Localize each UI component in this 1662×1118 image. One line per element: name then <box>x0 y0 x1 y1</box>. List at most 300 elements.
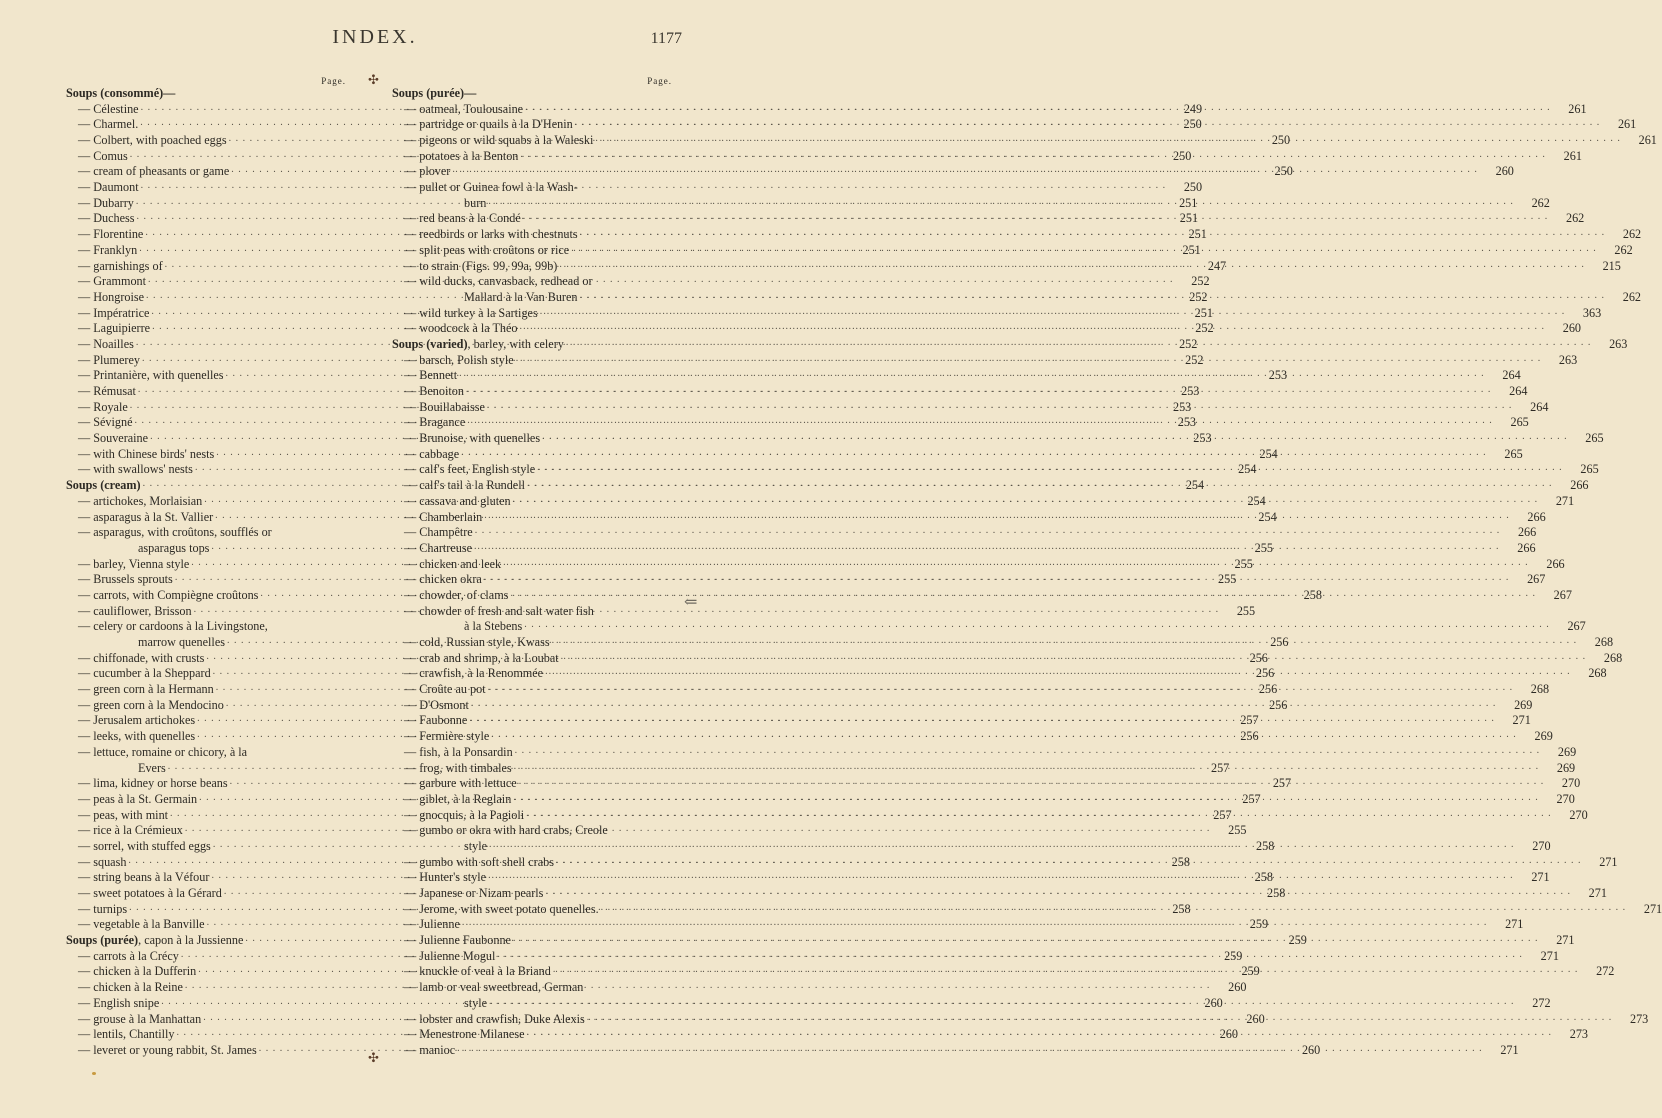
entry-text: — fish, à la Ponsardin <box>404 744 513 759</box>
entry-text: — Dubarry <box>78 195 134 210</box>
page-ref: 259 <box>1249 917 1269 932</box>
page-ref: 262 <box>1622 289 1641 304</box>
page-ref: 256 <box>1240 729 1259 744</box>
entry-text: — Colbert, with poached eggs <box>78 133 227 148</box>
leader-dots <box>469 711 1495 727</box>
leader-dots <box>542 429 1568 445</box>
page-ref: 250 <box>1183 117 1202 132</box>
entry-text: — Jerusalem artichokes <box>78 713 196 728</box>
leader-dots <box>519 774 1545 790</box>
page-ref: 253 <box>1172 399 1192 414</box>
page-ref: 257 <box>1240 713 1259 728</box>
page-ref: 252 <box>1179 336 1198 351</box>
leader-dots <box>575 115 1601 131</box>
entry-text: — green corn à la Hermann <box>78 682 214 697</box>
page-ref: 267 <box>1527 572 1546 587</box>
entry-text: — lentils, Chantilly <box>78 1027 175 1042</box>
page-ref: 268 <box>1530 682 1550 697</box>
page-ref: 249 <box>1183 101 1203 116</box>
page-ref: 256 <box>1255 666 1275 681</box>
page-ref: 258 <box>1267 886 1286 901</box>
entry-text: — Royale <box>78 399 128 414</box>
entry-text: — carrots, with Compiègne croûtons <box>78 587 259 602</box>
entry-text: — potatoes à la Benton <box>404 148 519 163</box>
page-ref: 271 <box>1531 870 1550 885</box>
page-ref: 250 <box>1271 133 1291 148</box>
entry-text: — English snipe <box>78 995 160 1010</box>
leader-dots <box>488 194 1514 210</box>
entry-text: — chicken and leek <box>404 556 502 571</box>
entry-heading: Soups (purée) <box>66 933 139 948</box>
entry-text: — Charmel. <box>78 117 139 132</box>
page-ref: 363 <box>1582 305 1602 320</box>
entry-text: — sorrel, with stuffed eggs <box>78 838 211 853</box>
leader-dots <box>526 806 1552 822</box>
leader-dots <box>545 884 1571 900</box>
leader-dots <box>474 539 1500 555</box>
entry-text: — Comus <box>78 148 128 163</box>
entry-text: burn <box>464 195 487 210</box>
entry-text: — Sévigné <box>78 415 133 430</box>
leader-dots <box>571 241 1597 257</box>
entry-text: — green corn à la Mendocino <box>78 697 224 712</box>
page-ref: 270 <box>1532 838 1551 853</box>
entry-text: — chowder, of clams <box>404 587 509 602</box>
entry-text: — Noailles <box>78 336 134 351</box>
entry-text: — giblet, à la Reglain <box>404 791 512 806</box>
entry-text: — Brunoise, with quenelles <box>404 431 541 446</box>
entry-text: — pullet or Guinea fowl à la Wash- <box>404 180 578 195</box>
entry-text: — reedbirds or larks with chestnuts <box>404 227 578 242</box>
page-ref: 268 <box>1588 666 1607 681</box>
page-ref: 266 <box>1527 509 1546 524</box>
page-ref: 264 <box>1509 384 1528 399</box>
entry-text: — oatmeal, Toulousaine <box>404 101 524 116</box>
entry-text: — Champêtre <box>404 525 473 540</box>
page-ref: 254 <box>1259 446 1278 461</box>
page-ref: 271 <box>1512 713 1531 728</box>
leader-dots <box>513 931 1539 947</box>
entry-text: — D'Osmont <box>404 697 469 712</box>
entry-text: Evers <box>138 760 166 775</box>
leader-dots <box>553 962 1579 978</box>
leader-dots <box>475 523 1501 539</box>
entry-text: — vegetable à la Banville <box>78 917 205 932</box>
leader-dots <box>561 649 1587 665</box>
entry-text: — Fermière style <box>404 729 490 744</box>
page-ref: 258 <box>1303 587 1322 602</box>
page-ref: 260 <box>1219 1027 1238 1042</box>
page-ref: 258 <box>1171 854 1190 869</box>
page-column-label: Page. <box>647 76 672 86</box>
entry-text: — leeks, with quenelles <box>78 729 196 744</box>
entry-text: — cabbage <box>404 446 460 461</box>
page-ref: 259 <box>1241 964 1260 979</box>
page-ref: 266 <box>1517 540 1536 555</box>
page-ref: 260 <box>1246 1011 1265 1026</box>
leader-dots <box>491 727 1517 743</box>
leader-dots <box>552 633 1578 649</box>
leader-dots <box>545 664 1571 680</box>
page-ref: 254 <box>1185 478 1205 493</box>
page-number: 1177 <box>650 30 682 47</box>
page-ref: 254 <box>1247 493 1266 508</box>
entry-text: — to strain (Figs. 99, 99a, 99b) <box>404 258 558 273</box>
page-ref: 260 <box>1301 1042 1321 1057</box>
entry-heading-rest: , barley, with celery <box>467 336 564 351</box>
page-ref: 250 <box>1173 148 1192 163</box>
entry-text: — Souveraine <box>78 431 149 446</box>
leader-dots <box>595 131 1621 147</box>
page-ref: 270 <box>1561 776 1581 791</box>
page-ref: 262 <box>1531 195 1550 210</box>
page-ref: 257 <box>1242 791 1261 806</box>
page-column-label: Page. <box>321 76 346 86</box>
entry-text: — frog, with timbales <box>404 760 512 775</box>
leader-dots <box>488 868 1514 884</box>
page-ref: 258 <box>1254 870 1273 885</box>
page-ref: 263 <box>1609 336 1628 351</box>
entry-text: — lettuce, romaine or chicory, à la <box>78 744 248 759</box>
entry-text: — Menestrone Milanese <box>404 1027 525 1042</box>
leader-dots <box>523 209 1549 225</box>
page-ref: 268 <box>1594 635 1614 650</box>
leader-dots <box>525 100 1551 116</box>
leader-dots <box>484 570 1510 586</box>
page-ref: 273 <box>1629 1011 1649 1026</box>
entry-text: — Hongroise <box>78 289 145 304</box>
page-ref: 266 <box>1517 525 1537 540</box>
page-ref: 271 <box>1555 493 1575 508</box>
page-ref: 255 <box>1218 572 1237 587</box>
page-ref: 258 <box>1256 838 1275 853</box>
entry-text: — artichokes, Morlaisian <box>78 493 203 508</box>
entry-text: — chowder of fresh and salt water fish <box>404 603 594 618</box>
page-ref: 259 <box>1288 933 1307 948</box>
entry-text: — cold, Russian style, Kwass <box>404 635 550 650</box>
page-ref: 250 <box>1183 180 1203 195</box>
entry-text: — chiffonade, with crusts <box>78 650 205 665</box>
page-ref: 260 <box>1562 321 1581 336</box>
entry-text: — partridge or quails à la D'Henin <box>404 117 573 132</box>
page-ref: 273 <box>1569 1027 1588 1042</box>
entry-text: — Bragance <box>404 415 466 430</box>
entry-text: — Plumerey <box>78 352 140 367</box>
page-ref: 262 <box>1622 227 1642 242</box>
page-ref: 271 <box>1505 917 1524 932</box>
entry-text: — red beans à la Condé <box>404 211 521 226</box>
leader-dots <box>497 947 1523 963</box>
leader-dots <box>520 147 1546 163</box>
entry-text: — cucumber à la Sheppard <box>78 666 211 681</box>
page-ref: 262 <box>1565 211 1585 226</box>
entry-text: — grouse à la Manhattan <box>78 1011 202 1026</box>
page-ref: 255 <box>1236 603 1256 618</box>
entry-text: — Croûte au pot <box>404 682 486 697</box>
leader-dots <box>467 413 1493 429</box>
page-ref: 255 <box>1254 540 1273 555</box>
entry-text: style <box>464 838 488 853</box>
leader-dots <box>194 602 1220 618</box>
leader-dots <box>537 460 1563 476</box>
leader-dots <box>503 555 1529 571</box>
leader-dots <box>489 837 1515 853</box>
entry-text: — peas, with mint <box>78 807 169 822</box>
page-ref: 271 <box>1643 901 1662 916</box>
entry-text: — knuckle of veal à la Briand <box>404 964 551 979</box>
page-ref: 271 <box>1500 1042 1519 1057</box>
entry-text: marrow quenelles <box>138 635 225 650</box>
entry-text: — cream of pheasants or game <box>78 164 230 179</box>
entry-text: — split peas with croûtons or rice <box>404 242 570 257</box>
page-ref: 271 <box>1556 933 1575 948</box>
entry-text: — Franklyn <box>78 242 138 257</box>
entry-text: — Julienne Faubonne <box>404 933 511 948</box>
page-ref: 252 <box>1191 274 1210 289</box>
page-ref: 263 <box>1558 352 1578 367</box>
entry-text: — Chamberlain <box>404 509 483 524</box>
entry-text: — manioc <box>404 1042 456 1057</box>
entry-text: — Florentine <box>78 227 144 242</box>
leader-dots <box>471 696 1497 712</box>
page-ref: 265 <box>1580 462 1599 477</box>
page-ref: 264 <box>1530 399 1549 414</box>
page-ref: 265 <box>1585 431 1604 446</box>
entry-text: — garnishings of <box>78 258 163 273</box>
page-ref: 267 <box>1567 619 1586 634</box>
page-ref: 260 <box>1228 980 1247 995</box>
entry-text: — crab and shrimp, à la Loubat <box>404 650 559 665</box>
page-ref: 271 <box>1540 948 1559 963</box>
page-ref: 270 <box>1556 791 1575 806</box>
page-ref: 247 <box>1207 258 1227 273</box>
leader-dots <box>520 319 1546 335</box>
entry-heading-rest: , capon à la Jussienne <box>138 933 244 948</box>
page-ref: 253 <box>1177 415 1196 430</box>
entry-text: — barley, Vienna style <box>78 556 190 571</box>
page-ref: 251 <box>1179 211 1199 226</box>
entry-text: — turnips <box>78 901 128 916</box>
page-ref: 269 <box>1556 760 1576 775</box>
entry-text: — Brussels sprouts <box>78 572 173 587</box>
entry-text: — Bennett <box>404 368 458 383</box>
entry-text: — Benoiton <box>404 384 464 399</box>
page-ref: 260 <box>1495 164 1514 179</box>
page-ref: 250 <box>1274 164 1293 179</box>
entry-text: — cassava and gluten <box>404 493 511 508</box>
entry-text: — Julienne Mogul <box>404 948 496 963</box>
entry-text: — Julienne <box>404 917 460 932</box>
page-ref: 265 <box>1504 446 1523 461</box>
entry-text: — woodcock à la Théo <box>404 321 518 336</box>
entry-text: — calf's tail à la Rundell <box>404 478 525 493</box>
page-ref: 253 <box>1268 368 1288 383</box>
page-ref: 256 <box>1249 650 1268 665</box>
entry-text: — Printanière, with quenelles <box>78 368 224 383</box>
page-ref: 252 <box>1185 352 1204 367</box>
entry-text: — plover <box>404 164 451 179</box>
leader-dots <box>185 978 1211 994</box>
entry-text: — sweet potatoes à la Gérard <box>78 886 222 901</box>
leader-dots <box>559 257 1585 273</box>
entry-text: — Faubonne <box>404 713 468 728</box>
leader-dots <box>185 821 1211 837</box>
page-ref: 270 <box>1569 807 1588 822</box>
leader-dots <box>489 994 1515 1010</box>
page-ref: 271 <box>1588 886 1607 901</box>
page-ref: 272 <box>1532 995 1551 1010</box>
leader-dots <box>587 1010 1613 1026</box>
page-ref: 253 <box>1181 384 1200 399</box>
leader-dots <box>487 398 1513 414</box>
page-ref: 256 <box>1258 682 1278 697</box>
page-ref: 251 <box>1188 227 1207 242</box>
entry-text: — garbure with lettuce <box>404 776 517 791</box>
entry-text: style <box>464 995 488 1010</box>
page-ref: 253 <box>1193 431 1212 446</box>
entry-text: — Célestine <box>78 101 139 116</box>
page-ref: 251 <box>1194 305 1213 320</box>
leader-dots <box>459 366 1485 382</box>
leader-dots <box>513 790 1539 806</box>
entry-text: — Hunter's style <box>404 870 487 885</box>
page-ref: 258 <box>1172 901 1191 916</box>
page-ref: 261 <box>1638 133 1657 148</box>
entry-text: — Laguipierre <box>78 321 151 336</box>
entry-text: — wild ducks, canvasback, redhead or <box>404 274 593 289</box>
page-ref: 272 <box>1596 964 1615 979</box>
entry-text: Mallard à la Van Buren <box>464 289 578 304</box>
entry-text: — lamb or veal sweetbread, German <box>404 980 584 995</box>
pointer-arrow-icon: ⇐ <box>684 594 698 611</box>
page-ref: 261 <box>1617 117 1637 132</box>
leader-dots <box>514 759 1540 775</box>
entry-text: — calf's feet, English style <box>404 462 536 477</box>
leader-dots <box>457 1041 1483 1057</box>
entry-text: — crawfish, à la Renommée <box>404 666 544 681</box>
page-ref: 261 <box>1568 101 1587 116</box>
page-ref: 261 <box>1563 148 1582 163</box>
entry-text: — rice à la Crémieux <box>78 823 183 838</box>
leader-dots <box>527 476 1553 492</box>
page-ref: 251 <box>1182 242 1201 257</box>
page-ref: 269 <box>1514 697 1533 712</box>
page-title: INDEX. <box>332 26 418 48</box>
page-ref: 260 <box>1204 995 1223 1010</box>
entry-text: — asparagus à la St. Vallier <box>78 509 214 524</box>
page-ref: 252 <box>1195 321 1214 336</box>
leader-dots <box>580 225 1606 241</box>
entry-text: — peas à la St. Germain <box>78 791 198 806</box>
page-ref: 259 <box>1224 948 1243 963</box>
page-ref: 265 <box>1510 415 1529 430</box>
ink-smudge <box>92 1072 96 1075</box>
entry-text: Soups (consommé)— <box>66 85 176 100</box>
page-ref: 255 <box>1228 823 1247 838</box>
entry-heading: Soups (varied) <box>392 336 468 351</box>
entry-text: — Jerome, with sweet potato quenelles. <box>404 901 599 916</box>
page-ref: 215 <box>1602 258 1621 273</box>
leader-dots <box>515 743 1541 759</box>
entry-text: — lima, kidney or horse beans <box>78 776 228 791</box>
entry-text: — cauliflower, Brisson <box>78 603 192 618</box>
leader-dots <box>566 335 1592 351</box>
leader-dots <box>524 617 1550 633</box>
entry-text: — barsch, Polish style <box>404 352 514 367</box>
leader-dots <box>527 1025 1553 1041</box>
page-ref: 264 <box>1502 368 1521 383</box>
page-ref: 257 <box>1272 776 1292 791</box>
entry-text: — carrots à la Crécy <box>78 948 179 963</box>
entry-text: — pigeons or wild squabs à la Waleski <box>404 133 594 148</box>
entry-text: — Grammont <box>78 274 147 289</box>
page-ref: 256 <box>1270 635 1289 650</box>
page-ref: 255 <box>1234 556 1253 571</box>
leader-dots <box>513 492 1539 508</box>
entry-text: — chicken à la Reine <box>78 980 183 995</box>
page-ref: 268 <box>1603 650 1623 665</box>
entry-text: — gumbo with soft shell crabs <box>404 854 554 869</box>
entry-text: — leveret or young rabbit, St. James <box>78 1042 257 1057</box>
leader-dots <box>488 680 1514 696</box>
leader-dots <box>601 900 1627 916</box>
leader-dots <box>580 288 1606 304</box>
page-ref: 266 <box>1570 478 1589 493</box>
page-ref: 257 <box>1213 807 1232 822</box>
entry-text: — string beans à la Véfour <box>78 870 210 885</box>
page-ref: 257 <box>1210 760 1230 775</box>
leader-dots <box>556 853 1582 869</box>
entry-text: — chicken à la Dufferin <box>78 964 197 979</box>
entry-text: à la Stebens <box>464 619 523 634</box>
entry-text: — Impératrice <box>78 305 150 320</box>
entry-text: Soups (purée)— <box>392 85 477 100</box>
entry-text: asparagus tops <box>138 540 210 555</box>
page-ref: 262 <box>1614 242 1633 257</box>
entry-text: — squash <box>78 854 127 869</box>
page-ref: 254 <box>1238 462 1257 477</box>
leader-dots <box>461 445 1487 461</box>
entry-text: — chicken okra <box>404 572 482 587</box>
leader-dots <box>510 586 1536 602</box>
entry-text: — with Chinese birds' nests <box>78 446 215 461</box>
entry-text: — Duchess <box>78 211 135 226</box>
entry-text: — gnocquis, à la Pagioli <box>404 807 525 822</box>
page-ref: 269 <box>1534 729 1553 744</box>
leader-dots <box>466 382 1492 398</box>
page-ref: 254 <box>1258 509 1277 524</box>
page-ref: 271 <box>1599 854 1618 869</box>
entry-text: — gumbo or okra with hard crabs, Creole <box>404 823 608 838</box>
leader-dots <box>516 351 1542 367</box>
entry-text: — wild turkey à la Sartiges <box>404 305 538 320</box>
leader-dots <box>462 915 1488 931</box>
entry-text: — Daumont <box>78 180 139 195</box>
leader-dots <box>452 162 1478 178</box>
entry-text: — with swallows' nests <box>78 462 193 477</box>
entry-text: — Japanese or Nizam pearls <box>404 886 544 901</box>
entry-text: — asparagus, with croûtons, soufflés or <box>78 525 272 540</box>
page-ref: 267 <box>1553 587 1572 602</box>
page-ref: 269 <box>1557 744 1577 759</box>
page-ref: 251 <box>1179 195 1198 210</box>
page-ref: 266 <box>1546 556 1565 571</box>
entry-text: — Rémusat <box>78 384 136 399</box>
entry-text: — Bouillabaisse <box>404 399 485 414</box>
entry-text: — lobster and crawfish, Duke Alexis <box>404 1011 585 1026</box>
page-ref: 252 <box>1189 289 1208 304</box>
entry-text: Soups (cream) <box>66 478 141 493</box>
